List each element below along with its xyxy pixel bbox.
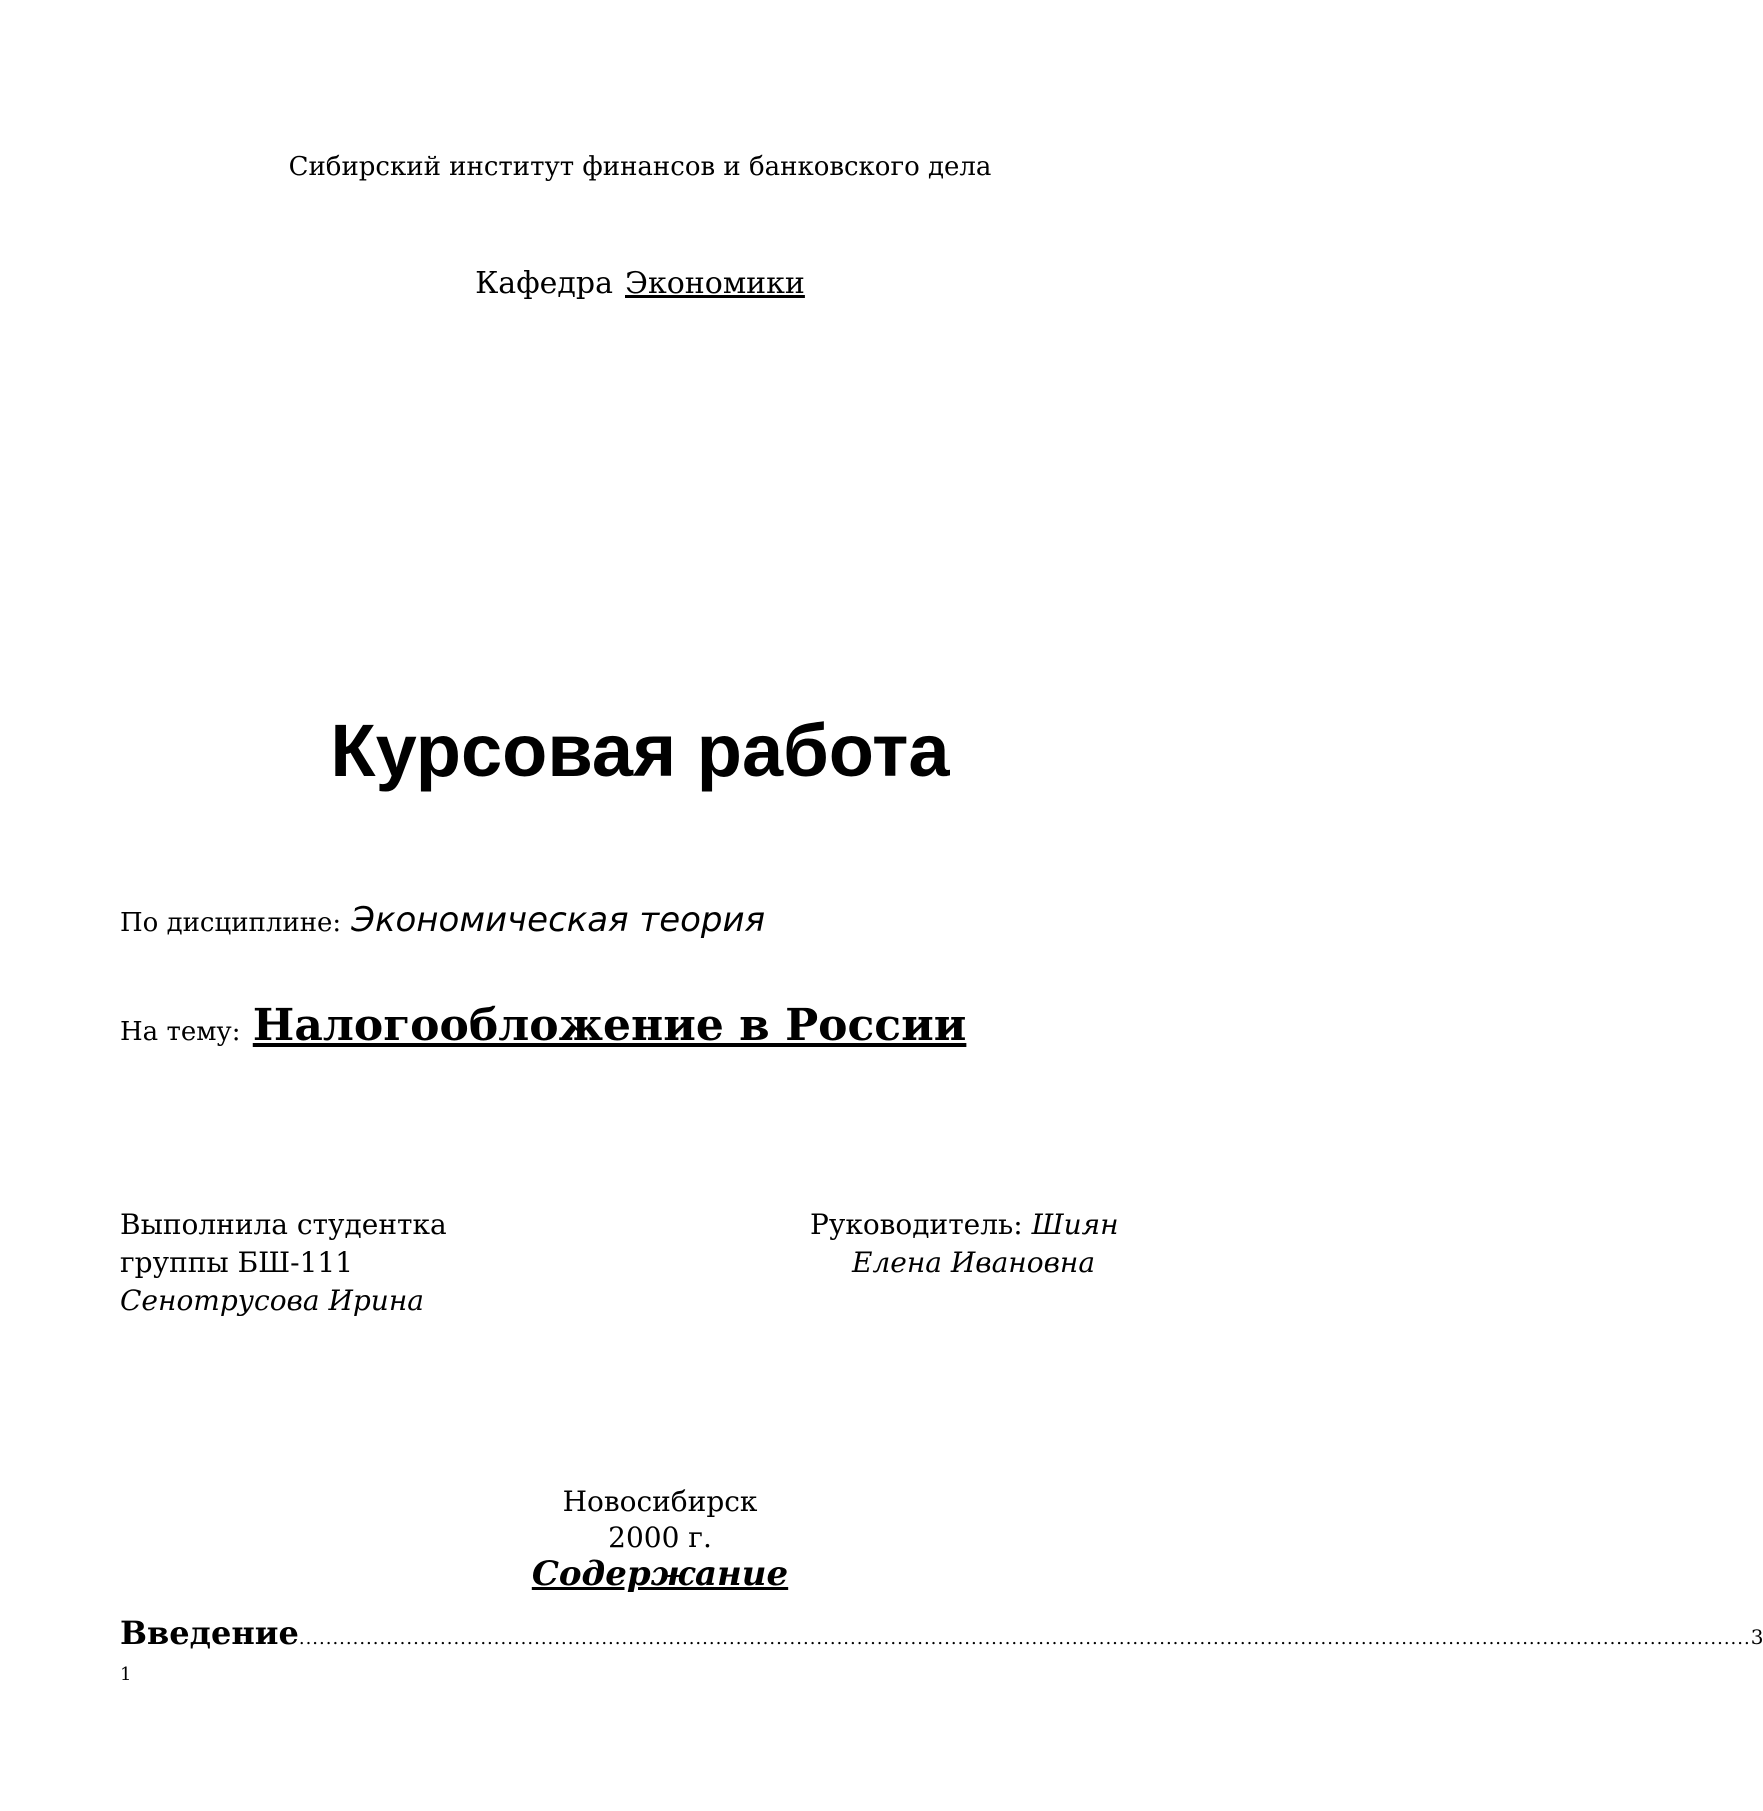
toc-entry-label: Введение bbox=[120, 1614, 299, 1652]
document-title: Курсовая работа bbox=[330, 709, 950, 792]
toc-entry[interactable] bbox=[120, 1614, 1763, 1652]
supervisor-block bbox=[810, 1206, 1119, 1282]
toc-entry-page: 3 bbox=[1750, 1625, 1763, 1649]
city: Новосибирск bbox=[562, 1485, 758, 1518]
department-label: Кафедра bbox=[475, 266, 613, 301]
topic-line bbox=[120, 1000, 966, 1051]
page-number: 1 bbox=[120, 1664, 132, 1685]
discipline-label: По дисциплине: bbox=[120, 908, 342, 938]
discipline-value: Экономическая теория bbox=[351, 900, 766, 940]
institute-name: Сибирский институт финансов и банковского дела bbox=[288, 152, 992, 182]
toc-heading: Содержание bbox=[531, 1554, 789, 1594]
student-name: Сенотрусова Ирина bbox=[120, 1284, 424, 1317]
discipline-line bbox=[120, 900, 765, 940]
department-name: Экономики bbox=[625, 266, 805, 301]
student-group: группы БШ-111 bbox=[120, 1246, 354, 1279]
footer-city-year bbox=[0, 1484, 1320, 1556]
toc-leader-dots: ........................................................................................................................................................................................................................ bbox=[298, 1628, 1751, 1649]
student-block bbox=[120, 1206, 447, 1320]
topic-label: На тему: bbox=[120, 1017, 241, 1047]
department-line bbox=[0, 266, 1280, 301]
supervisor-line-1 bbox=[810, 1206, 1119, 1244]
supervisor-name: Елена Ивановна bbox=[852, 1246, 1096, 1279]
supervisor-label: Руководитель: bbox=[810, 1208, 1023, 1241]
year: 2000 г. bbox=[608, 1521, 712, 1554]
supervisor-surname: Шиян bbox=[1031, 1208, 1119, 1241]
student-line-1: Выполнила студентка bbox=[120, 1208, 447, 1241]
topic-value: Налогообложение в России bbox=[252, 1000, 967, 1051]
